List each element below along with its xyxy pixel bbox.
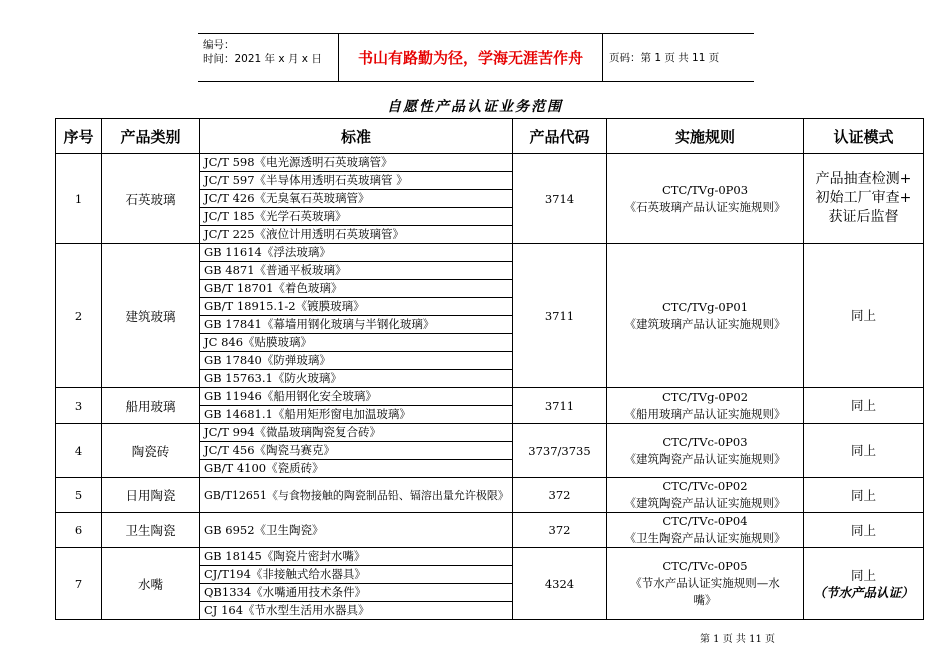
standard-item: GB 17840《防弹玻璃》 [200,352,513,370]
product-code: 4324 [513,548,607,620]
rule-name: 《卫生陶瓷产品认证实施规则》 [624,531,786,545]
table-row [56,388,924,406]
standard-item: GB/T 18915.1-2《镀膜玻璃》 [200,298,513,316]
product-category: 陶瓷砖 [102,424,200,478]
standard-item: GB 4871《普通平板玻璃》 [200,262,513,280]
rule-name: 《船用玻璃产品认证实施规则》 [624,406,786,421]
certification-mode [804,424,924,478]
table-row [56,478,924,513]
certification-scope-table [55,118,924,620]
mode-text: 同上 [850,487,876,503]
standard-item: JC/T 185《光学石英玻璃》 [200,208,513,226]
certification-mode [804,478,924,513]
mode-text: 同上 [850,443,876,458]
rule-code: CTC/TVc-0P02 [662,479,748,493]
header-page-info: 页码：第 1 页 共 11 页 [609,52,720,64]
row-number: 4 [56,424,102,478]
table-row [56,154,924,172]
header-meta [198,34,339,81]
product-code: 3714 [513,154,607,244]
table-row [56,513,924,548]
product-category: 船用玻璃 [102,388,200,424]
rule-code: CTC/TVg-0P02 [661,389,749,404]
page-footer: 第 1 页 共 11 页 [700,634,775,645]
column-header-number: 序号 [56,119,102,154]
column-header-code: 产品代码 [513,119,607,154]
document-date: 时间：2021 年 x 月 x 日 [203,53,322,65]
standard-item: GB 14681.1《船用矩形窗电加温玻璃》 [200,406,513,424]
rule-name: 《石英玻璃产品认证实施规则》 [624,199,786,214]
table-row [56,424,924,442]
page-title: 自愿性产品认证业务范围 [387,99,563,115]
mode-note: （节水产品认证） [813,584,914,600]
standard-item: GB 15763.1《防火玻璃》 [200,370,513,388]
standard-item: GB 17841《幕墙用钢化玻璃与半钢化玻璃》 [200,316,513,334]
standard-item: CJ 164《节水型生活用水器具》 [200,602,513,620]
table-body [56,154,924,620]
mode-line: 初始工厂审查+ [815,190,912,206]
rule-code: CTC/TVc-0P05 [662,559,748,573]
document-header [198,33,754,82]
implementation-rule [607,424,804,478]
rule-code: CTC/TVc-0P03 [662,434,748,449]
standard-item: JC 846《贴膜玻璃》 [200,334,513,352]
column-header-category: 产品类别 [102,119,200,154]
rule-code: CTC/TVc-0P04 [662,514,748,528]
certification-mode [804,513,924,548]
product-code: 372 [513,478,607,513]
row-number: 1 [56,154,102,244]
certification-mode [804,548,924,620]
implementation-rule [607,478,804,513]
column-header-rule: 实施规则 [607,119,804,154]
mode-line: 产品抽查检测+ [815,171,912,187]
standard-item: GB 11614《浮法玻璃》 [200,244,513,262]
standard-item: GB 11946《船用钢化安全玻璃》 [200,388,513,406]
standard-item: JC/T 597《半导体用透明石英玻璃管 》 [200,172,513,190]
rule-name: 《建筑陶瓷产品认证实施规则》 [624,451,786,466]
rule-name: 《建筑陶瓷产品认证实施规则》 [624,496,786,510]
mode-line: 获证后监督 [828,209,899,225]
product-code: 3711 [513,388,607,424]
product-code: 372 [513,513,607,548]
implementation-rule [607,244,804,388]
standard-item: JC/T 426《无臭氧石英玻璃管》 [200,190,513,208]
standard-item: GB/T 4100《瓷质砖》 [200,460,513,478]
standard-item: JC/T 456《陶瓷马赛克》 [200,442,513,460]
standard-item: QB1334《水嘴通用技术条件》 [200,584,513,602]
standard-item: CJ/T194《非接触式给水器具》 [200,566,513,584]
row-number: 2 [56,244,102,388]
rule-name: 《建筑玻璃产品认证实施规则》 [624,316,786,331]
row-number: 5 [56,478,102,513]
table-row [56,244,924,262]
product-code: 3737/3735 [513,424,607,478]
rule-code: CTC/TVg-0P03 [661,182,749,197]
product-category: 水嘴 [102,548,200,620]
column-header-mode: 认证模式 [804,119,924,154]
row-number: 3 [56,388,102,424]
rule-name: 《节水产品认证实施规则—水嘴》 [630,576,780,607]
row-number: 6 [56,513,102,548]
product-category: 石英玻璃 [102,154,200,244]
table-row [56,548,924,566]
implementation-rule [607,388,804,424]
mode-text: 同上 [850,308,876,323]
product-category: 日用陶瓷 [102,478,200,513]
standard-item: JC/T 598《电光源透明石英玻璃管》 [200,154,513,172]
product-category: 卫生陶瓷 [102,513,200,548]
rule-code: CTC/TVg-0P01 [661,299,749,314]
header-motto: 书山有路勤为径，学海无涯苦作舟 [339,34,603,81]
mode-text: 同上 [850,567,876,583]
standard-item: JC/T 225《液位计用透明石英玻璃管》 [200,226,513,244]
mode-text: 同上 [850,522,876,538]
document-number: 编号： [203,39,235,51]
certification-mode [804,244,924,388]
product-code: 3711 [513,244,607,388]
standard-item: GB/T 18701《着色玻璃》 [200,280,513,298]
implementation-rule [607,513,804,548]
product-category: 建筑玻璃 [102,244,200,388]
certification-mode [804,154,924,244]
implementation-rule [607,548,804,620]
standard-item: GB/T12651《与食物接触的陶瓷制品铅、镉溶出量允许极限》 [200,478,513,513]
table-header-row [56,119,924,154]
standard-item: GB 6952《卫生陶瓷》 [200,513,513,548]
certification-mode [804,388,924,424]
standard-item: JC/T 994《微晶玻璃陶瓷复合砖》 [200,424,513,442]
column-header-standard: 标准 [200,119,513,154]
row-number: 7 [56,548,102,620]
standard-item: GB 18145《陶瓷片密封水嘴》 [200,548,513,566]
implementation-rule [607,154,804,244]
mode-text: 同上 [850,398,876,413]
